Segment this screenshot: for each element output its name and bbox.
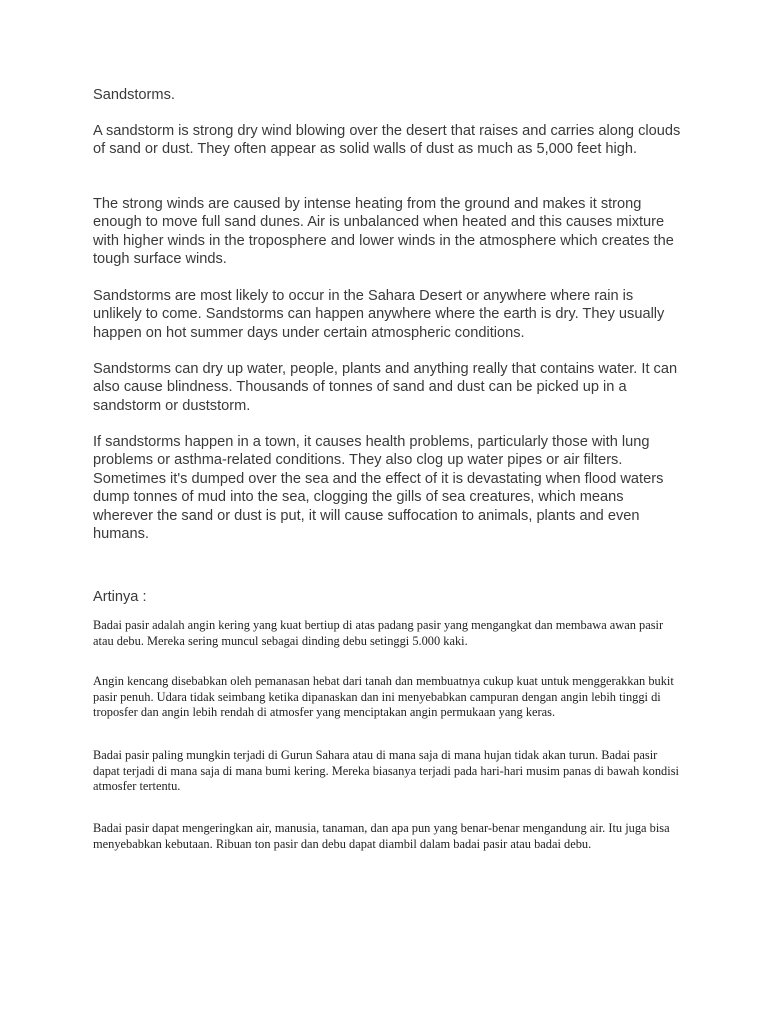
document-title: Sandstorms. [93,87,175,103]
translation-heading: Artinya : [93,589,147,605]
indonesian-paragraph-3: Badai pasir paling mungkin terjadi di Gurun Sahara atau di mana saja di mana hujan tidak akan turun. Badai pasir dapat terjadi di mana saja di mana bumi kering. Mereka biasanya terjadi pada hari-hari musim panas di bawah kondisi atmosfer tertentu. [93,748,679,794]
indonesian-paragraph-4: Badai pasir dapat mengeringkan air, manusia, tanaman, dan apa pun yang benar-benar mengandung air. Itu juga bisa menyebabkan kebutaan. Ribuan ton pasir dan debu dapat diambil dalam badai pasir atau badai debu. [93,821,670,851]
indonesian-paragraph-1: Badai pasir adalah angin kering yang kuat bertiup di atas padang pasir yang mengangkat dan membawa awan pasir atau debu. Mereka sering muncul sebagai dinding debu setinggi 5.000 kaki. [93,618,664,648]
english-paragraph-4: Sandstorms can dry up water, people, plants and anything really that contains water. It can also cause blindness. Thousands of tonnes of sand and dust can be picked up in a sandstorm or duststorm. [93,361,678,414]
indonesian-paragraph-2: Angin kencang disebabkan oleh pemanasan hebat dari tanah dan membuatnya cukup kuat untuk menggerakkan bukit pasir penuh. Udara tidak seimbang ketika dipanaskan dan ini menyebabkan campuran dengan angin lebih tinggi di troposfer dan angin lebih rendah di atmosfer yang menciptakan angin permukaan yang keras. [93,674,674,720]
english-paragraph-5: If sandstorms happen in a town, it causes health problems, particularly those with lung problems or asthma-related conditions. They also clog up water pipes or air filters. Sometimes it's dumped over the sea and the effect of it is devastating when flood waters dump tonnes of mud into the sea, clogging the gills of sea creatures, which means wherever the sand or dust is put, it will cause suffocation to animals, plants and even humans. [93,434,664,543]
english-paragraph-1: A sandstorm is strong dry wind blowing over the desert that raises and carries along clouds of sand or dust. They often appear as solid walls of dust as much as 5,000 feet high. [93,123,681,158]
english-paragraph-3: Sandstorms are most likely to occur in the Sahara Desert or anywhere where rain is unlikely to come. Sandstorms can happen anywhere where the earth is dry. They usually happen on hot summer days under certain atmospheric conditions. [93,288,665,341]
english-paragraph-2: The strong winds are caused by intense heating from the ground and makes it strong enough to move full sand dunes. Air is unbalanced when heated and this causes mixture with higher winds in the troposphere and lower winds in the atmosphere which creates the tough surface winds. [93,196,674,268]
